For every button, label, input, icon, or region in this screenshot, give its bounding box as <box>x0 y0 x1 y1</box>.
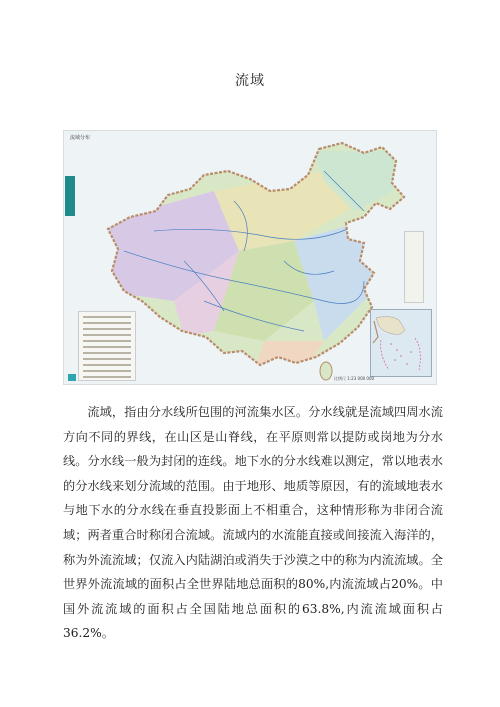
china-map-graphic <box>64 131 437 385</box>
china-watershed-map <box>63 130 437 385</box>
body-paragraph-container <box>63 400 443 646</box>
map-scale-label: 比例尺 1:23 000 000 <box>334 376 375 381</box>
map-caption: 流域分布 <box>70 135 91 141</box>
body-paragraph: 流域，指由分水线所包围的河流集水区。分水线就是流域四周水流方向不同的界线，在山区是山脊线，在平原则常以提防或岗地为分水线。分水线一般为封闭的连线。地下水的分水线难以测定，常以地表水的分水线来划分流域的范围。由于地形、地质等原因，有的流域地表水与地下水的分水线在垂直投影面上不相重合，这种情形称为非闭合流域；两者重合时称闭合流域。流域内的水流能直接或间接流入海洋的，称为外流流域；仅流入内陆湖泊或消失于沙漠之中的称为内流流域。全世界外流流域的面积占全世界陆地总面积的80%,内流流域占20%。中国外流流域的面积占全国陆地总面积的63.8%,内流流域面积占36.2%。 <box>63 405 443 641</box>
page-title: 流域 <box>235 73 265 89</box>
page-number-badge <box>68 374 76 381</box>
